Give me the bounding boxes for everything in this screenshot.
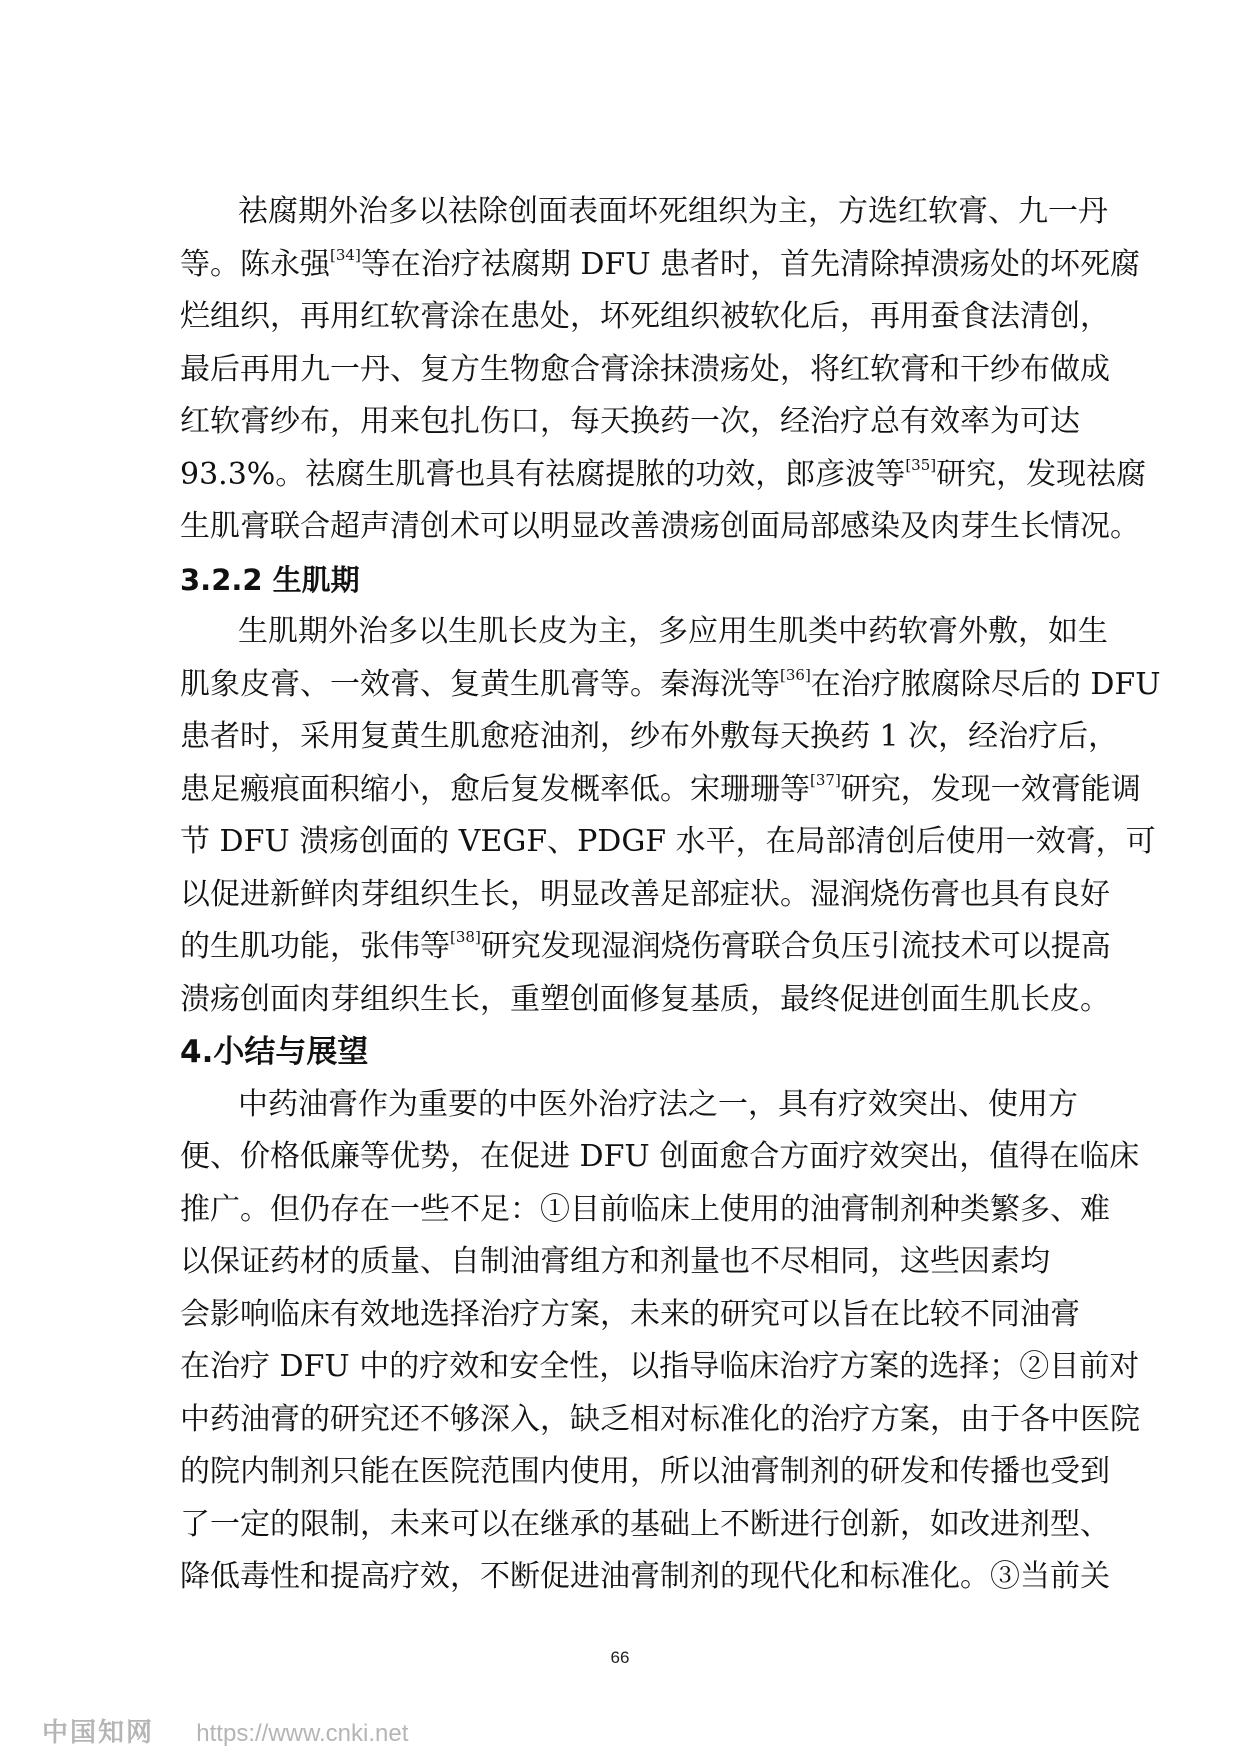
text-run: 红软膏纱布，用来包扎伤口，每天换药一次，经治疗总有效率为可达: [180, 404, 1080, 439]
document-body: [180, 186, 1161, 1604]
watermark-url: https://www.cnki.net: [196, 1720, 409, 1747]
citation-ref: [38]: [450, 928, 481, 946]
text-run: 以促进新鲜肉芽组织生长，明显改善足部症状。湿润烧伤膏也具有良好: [180, 876, 1110, 912]
watermark-brand: 中国知网: [42, 1718, 155, 1748]
watermark: [42, 1712, 408, 1749]
text-line: [180, 396, 1080, 449]
text-run: 会影响临床有效地选择治疗方案，未来的研究可以旨在比较不同油膏: [180, 1296, 1080, 1332]
section-heading: 3.2.2 生肌期: [180, 562, 360, 597]
text-run: 在治疗脓腐除尽后的 DFU: [810, 666, 1161, 702]
text-run: 节 DFU 溃疡创面的 VEGF、PDGF 水平，在局部清创后使用一效膏，可: [180, 824, 1156, 859]
paragraph: [180, 606, 1161, 1026]
text-line: [180, 186, 1108, 239]
citation-ref: [35]: [905, 455, 937, 474]
text-run: 便、价格低廉等优势，在促进 DFU 创面愈合方面疗效突出，值得在临床: [180, 1139, 1140, 1174]
text-run: 溃疡创面肉芽组织生长，重塑创面修复基质，最终促进创面生肌长皮。: [180, 981, 1110, 1017]
text-run: 生肌膏联合超声清创术可以明显改善溃疡创面局部感染及肉芽生长情况。: [180, 509, 1140, 544]
text-line: [180, 921, 1111, 974]
text-line: [180, 1131, 1140, 1184]
text-line: [180, 501, 1140, 554]
text-run: 研究，发现祛腐: [936, 456, 1147, 492]
text-line: [180, 291, 1110, 344]
section-heading: 4.小结与展望: [180, 1034, 369, 1070]
text-line: [180, 711, 1119, 764]
text-run: 等在治疗祛腐期 DFU 患者时，首先清除掉溃疡处的坏死腐: [360, 246, 1141, 282]
text-run: 患者时，采用复黄生肌愈疮油剂，纱布外敷每天换药 1 次，经治疗后，: [180, 719, 1119, 754]
text-line: [180, 816, 1156, 869]
text-line: [180, 764, 1141, 817]
text-line: [180, 1446, 1110, 1499]
text-line: [180, 659, 1161, 712]
text-run: 在治疗 DFU 中的疗效和安全性，以指导临床治疗方案的选择；②目前对: [180, 1349, 1140, 1384]
text-line: [180, 344, 1110, 397]
text-line: [180, 1394, 1140, 1447]
text-run: 的生肌功能，张伟等: [180, 929, 450, 964]
paragraph: [180, 1079, 1140, 1604]
text-line: [180, 239, 1141, 292]
text-run: 生肌期外治多以生肌长皮为主，多应用生肌类中药软膏外敷，如生: [238, 614, 1108, 649]
text-line: [180, 869, 1110, 922]
text-line: [180, 606, 1108, 659]
text-run: 最后再用九一丹、复方生物愈合膏涂抹溃疡处，将红软膏和干纱布做成: [180, 351, 1110, 387]
text-run: 推广。但仍存在一些不足：①目前临床上使用的油膏制剂种类繁多、难: [180, 1191, 1110, 1227]
text-line: [180, 449, 1147, 502]
citation-ref: [34]: [330, 245, 361, 264]
text-line: [180, 974, 1110, 1027]
text-line: [180, 1499, 1110, 1552]
text-run: 中药油膏的研究还不够深入，缺乏相对标准化的治疗方案，由于各中医院: [180, 1401, 1140, 1437]
text-line: [180, 1551, 1110, 1604]
page-number: 66: [610, 1648, 630, 1667]
text-line: [180, 1341, 1140, 1394]
text-run: 研究，发现一效膏能调: [840, 771, 1141, 807]
citation-ref: [37]: [810, 770, 841, 789]
text-run: 肌象皮膏、一效膏、复黄生肌膏等。秦海洸等: [180, 666, 780, 702]
paragraph: [180, 186, 1147, 554]
text-run: 烂组织，再用红软膏涂在患处，坏死组织被软化后，再用蚕食法清创，: [180, 299, 1110, 334]
text-run: 患足瘢痕面积缩小，愈后复发概率低。宋珊珊等: [180, 771, 810, 807]
text-run: 以保证药材的质量、自制油膏组方和剂量也不尽相同，这些因素均: [180, 1244, 1050, 1279]
text-line: [180, 1079, 1080, 1132]
text-line: [180, 1236, 1080, 1289]
text-run: 降低毒性和提高疗效，不断促进油膏制剂的现代化和标准化。③当前关: [180, 1559, 1110, 1594]
text-run: 了一定的限制，未来可以在继承的基础上不断进行创新，如改进剂型、: [180, 1506, 1110, 1542]
text-run: 等。陈永强: [180, 246, 330, 282]
text-line: [180, 1289, 1080, 1342]
text-line: [180, 1184, 1110, 1237]
text-run: 祛腐期外治多以祛除创面表面坏死组织为主，方选红软膏、九一丹: [238, 194, 1108, 229]
text-run: 研究发现湿润烧伤膏联合负压引流技术可以提高: [480, 929, 1111, 964]
text-run: 中药油膏作为重要的中医外治疗法之一，具有疗效突出、使用方: [238, 1086, 1078, 1122]
text-run: 的院内制剂只能在医院范围内使用，所以油膏制剂的研发和传播也受到: [180, 1454, 1110, 1489]
text-run: 93.3%。祛腐生肌膏也具有祛腐提脓的功效，郎彦波等: [180, 456, 906, 492]
citation-ref: [36]: [780, 665, 811, 684]
